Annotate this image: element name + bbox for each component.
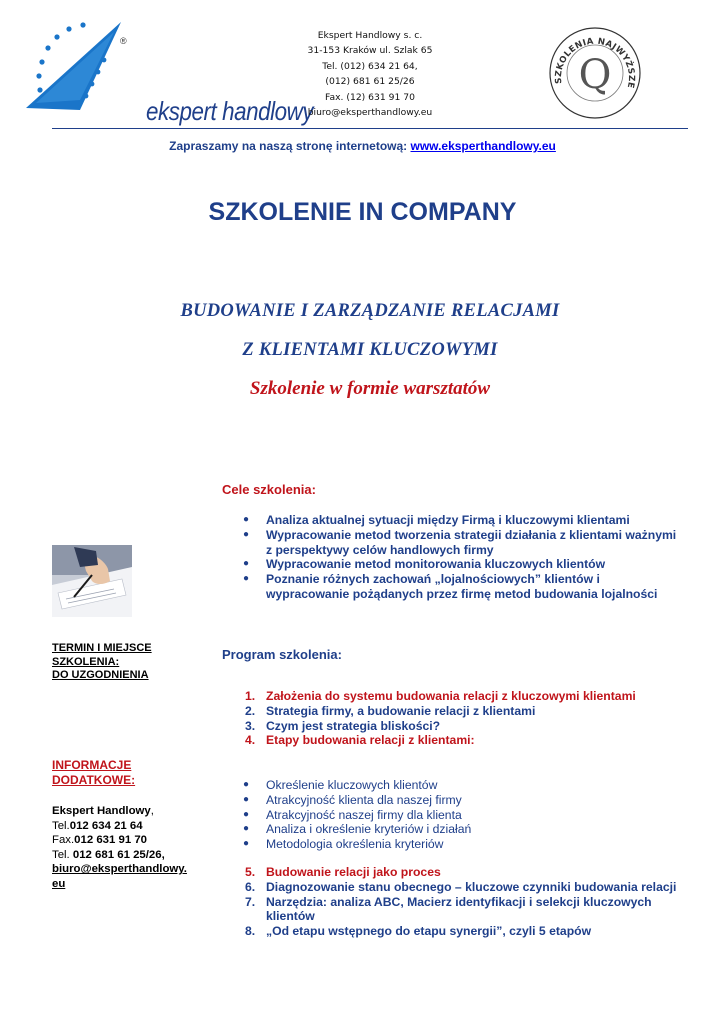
list-item [241, 528, 681, 558]
info-heading-line-2: DODATKOWE: [52, 773, 136, 787]
list-item [241, 572, 681, 602]
item-number: 8. [245, 924, 256, 939]
program-item-text: Założenia do systemu budowania relacji z kluczowymi klientami [266, 689, 636, 703]
goal-text: Wypracowanie metod tworzenia strategii działania z klientami ważnymi z perspektywy celów handlowych firmy [266, 527, 677, 557]
item-number: 4. [245, 733, 256, 748]
list-item [241, 793, 681, 808]
logo-wordmark: ekspert handlowy [146, 96, 314, 126]
item-number: 2. [245, 703, 256, 718]
contact-fax: 012 631 91 70 [74, 834, 147, 847]
goals-heading: Cele szkolenia: [222, 482, 316, 497]
training-title-line-2: Z KLIENTAMI KLUCZOWYMI [242, 340, 498, 360]
list-item [241, 837, 681, 852]
list-item [241, 924, 681, 939]
contact-tel-label: Tel. [52, 819, 70, 832]
item-number: 1. [245, 689, 256, 703]
company-address [286, 28, 454, 120]
invite-text: Zapraszamy na naszą stronę internetową: [169, 139, 411, 153]
bullet-icon: ● [243, 514, 250, 525]
list-item [241, 557, 681, 572]
term-line-2: SZKOLENIA: [52, 655, 120, 668]
contact-tel: 012 634 21 64 [69, 819, 143, 832]
contact-name-comma: , [150, 805, 154, 817]
program-list [241, 689, 681, 748]
training-format: Szkolenie w formie warsztatów [249, 378, 491, 399]
training-title-line-1: BUDOWANIE I ZARZĄDZANIE RELACJAMI [180, 301, 560, 321]
header-divider [52, 128, 688, 129]
list-item [241, 880, 681, 895]
bullet-icon: ● [243, 838, 250, 850]
item-number: 5. [245, 865, 256, 879]
item-number: 7. [245, 894, 256, 909]
company-street: 31-153 Kraków ul. Szlak 65 [307, 45, 433, 57]
bullet-icon: ● [243, 558, 250, 570]
date-and-place [52, 642, 152, 683]
contact-fax-label: Fax. [52, 834, 75, 847]
goal-text: Analiza aktualnej sytuacji między Firmą i kluczowymi klientami [266, 513, 630, 527]
subitem-text: Metodologia określenia kryteriów [266, 837, 444, 852]
program-item-text: Diagnozowanie stanu obecnego – kluczowe czynniki budowania relacji [266, 879, 677, 894]
list-item [241, 689, 681, 704]
goals-list [241, 513, 681, 602]
additional-info-heading [52, 758, 135, 788]
company-logo [26, 18, 314, 126]
bullet-icon: ● [243, 823, 250, 835]
subitem-text: Atrakcyjność klienta dla naszej firmy [266, 792, 462, 807]
contact-details [52, 804, 187, 892]
list-item [241, 719, 681, 734]
program-list-continued [241, 865, 681, 939]
seal-letter: Q [578, 52, 612, 98]
subitem-text: Atrakcyjność naszej firmy dla klienta [266, 807, 462, 822]
program-item-text: Strategia firmy, a budowanie relacji z klientami [266, 703, 536, 718]
subitem-text: Określenie kluczowych klientów [266, 778, 438, 792]
website-link[interactable]: www.eksperthandlowy.eu [410, 139, 556, 153]
company-fax: Fax. (12) 631 91 70 [325, 91, 415, 103]
company-phone: Tel. (012) 634 21 64, [322, 60, 418, 72]
company-email: biuro@eksperthandlowy.eu [307, 107, 433, 119]
program-item-text: Narzędzia: analiza ABC, Macierz identyfikacji i selekcji kluczowych klientów [266, 894, 652, 924]
contact-tel2: 012 681 61 25/26, [72, 848, 165, 861]
contact-name: Ekspert Handlowy [52, 805, 151, 817]
term-line-3: DO UZGODNIENIA [52, 669, 149, 681]
company-name: Ekspert Handlowy s. c. [317, 30, 423, 41]
seal-text: SZKOLENIA NAJWYŻSZE [553, 36, 637, 90]
contact-email-end[interactable]: eu [52, 877, 66, 890]
quality-seal [548, 26, 642, 120]
program-item-text: Budowanie relacji jako proces [266, 865, 441, 879]
list-item [241, 895, 681, 925]
program-item-text: Etapy budowania relacji z klientami: [266, 733, 475, 748]
item-number: 6. [245, 879, 256, 894]
bullet-icon: ● [243, 573, 250, 585]
list-item [241, 704, 681, 719]
page-title: SZKOLENIE IN COMPANY [208, 198, 517, 226]
bullet-icon: ● [243, 779, 250, 790]
bullet-icon: ● [243, 528, 250, 540]
bullet-icon: ● [243, 793, 250, 805]
list-item [241, 865, 681, 880]
term-line-1: TERMIN I MIEJSCE [52, 642, 152, 654]
list-item [241, 808, 681, 823]
website-invite [0, 139, 725, 153]
bullet-icon: ● [243, 808, 250, 820]
subitem-text: Analiza i określenie kryteriów i działań [266, 822, 472, 837]
program-subitems [241, 778, 681, 852]
list-item [241, 733, 681, 748]
goal-text: Poznanie różnych zachowań „lojalnościowych” klientów i wypracowanie pożądanych przez firmę metod budowania lojalności [266, 572, 658, 601]
writing-hand-photo [52, 545, 132, 617]
program-heading: Program szkolenia: [222, 647, 342, 662]
contact-email[interactable]: biuro@eksperthandlowy. [52, 863, 187, 876]
info-heading-line-1: INFORMACJE [52, 758, 132, 772]
list-item [241, 513, 681, 528]
list-item [241, 822, 681, 837]
registered-mark: ® [120, 36, 127, 46]
contact-tel2-label: Tel. [52, 848, 73, 861]
list-item [241, 778, 681, 793]
program-item-text: „Od etapu wstępnego do etapu synergii”, czyli 5 etapów [266, 924, 592, 939]
program-item-text: Czym jest strategia bliskości? [266, 718, 441, 733]
company-phone-2: (012) 681 61 25/26 [325, 76, 415, 88]
goal-text: Wypracowanie metod monitorowania kluczowych klientów [266, 557, 606, 572]
item-number: 3. [245, 718, 256, 733]
